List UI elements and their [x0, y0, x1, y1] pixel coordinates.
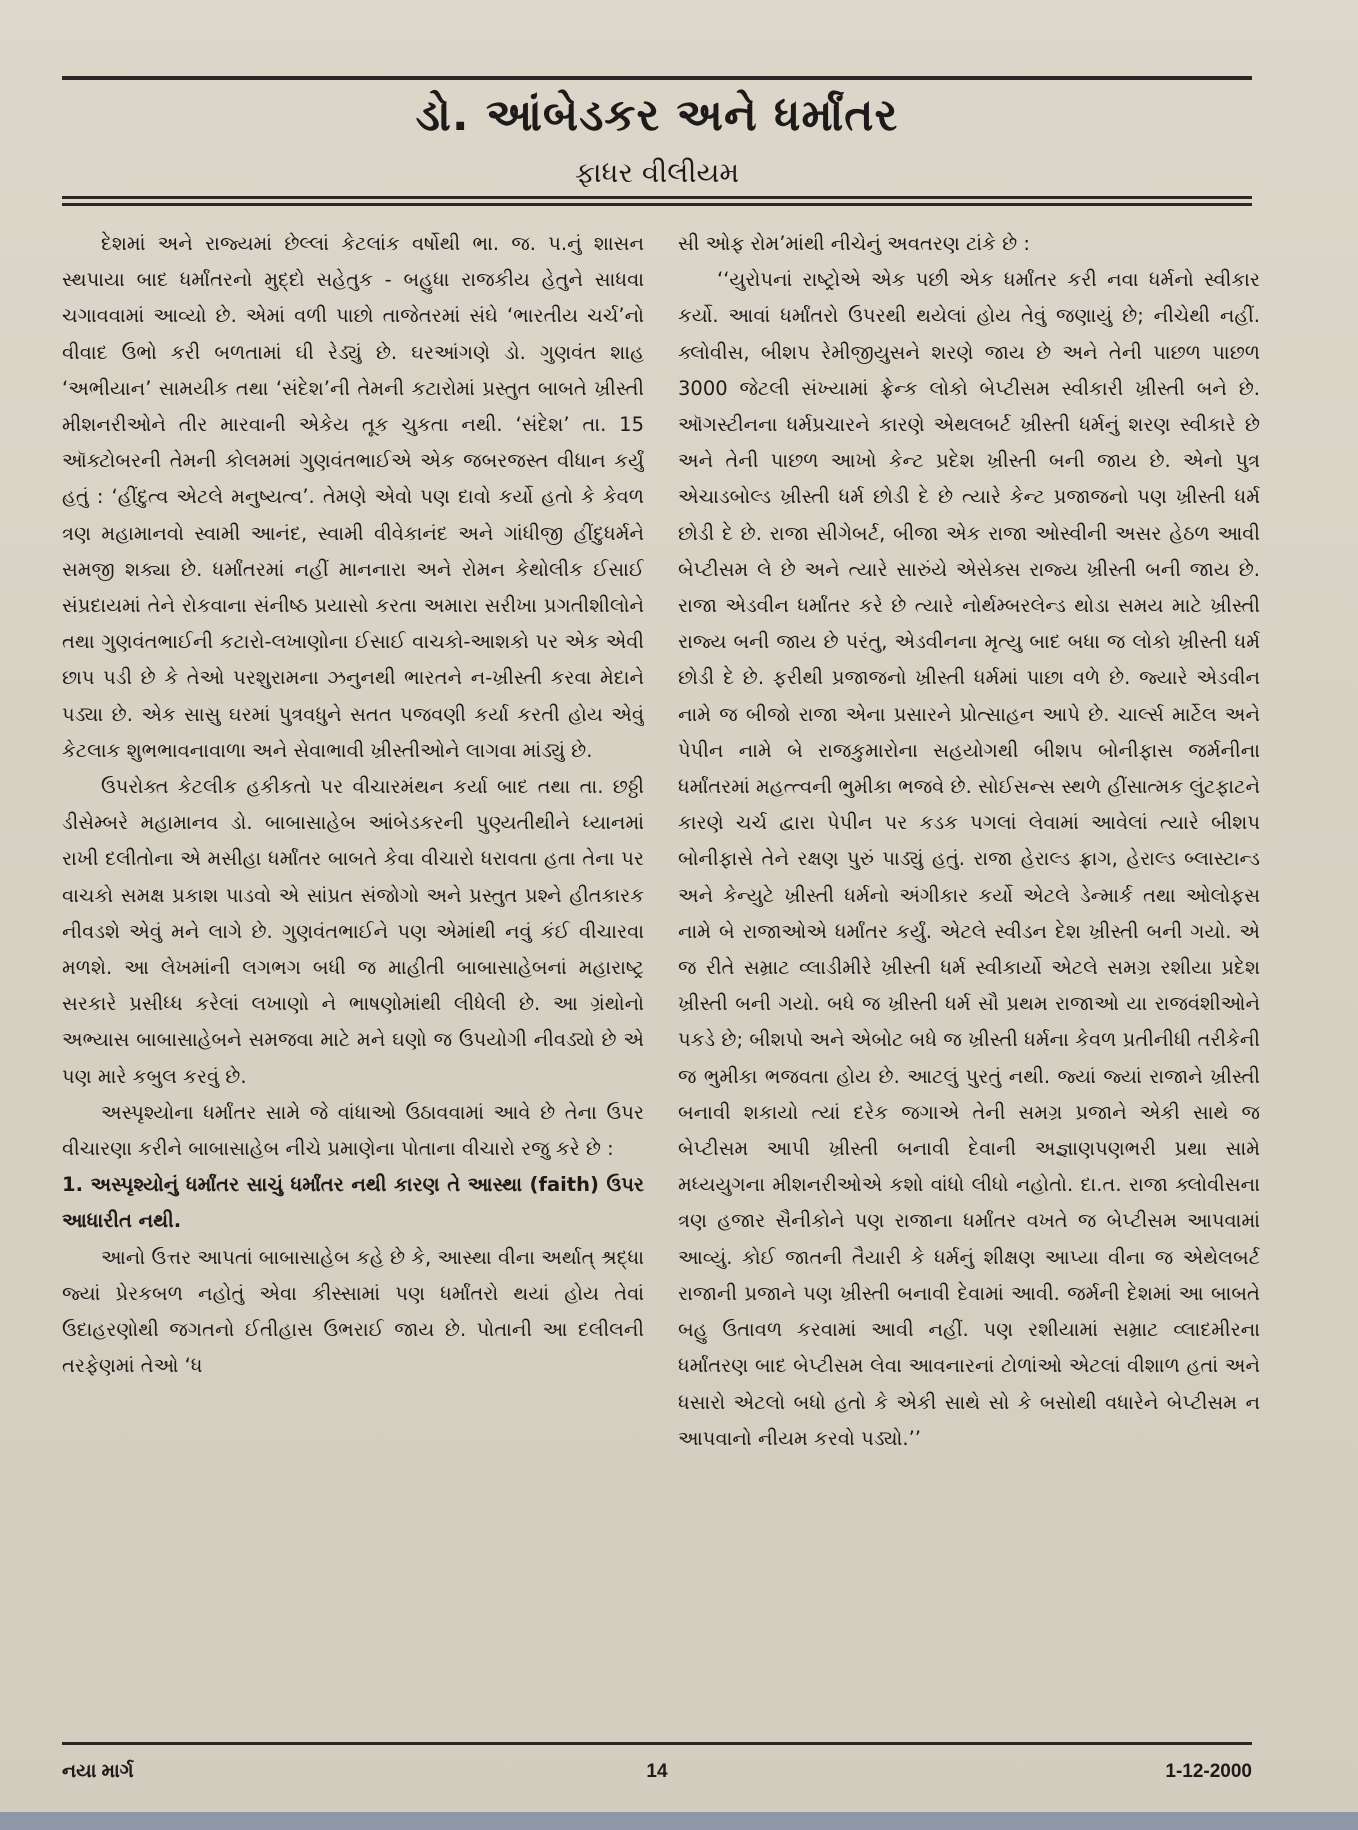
page-footer	[62, 1752, 1252, 1792]
right-paragraph-1: સી ઓફ રોમ’માંથી નીચેનું અવતરણ ટાંકે છે :	[678, 232, 1030, 255]
issue-date: 1-12-2000	[1165, 1761, 1252, 1782]
footer-rule	[62, 1742, 1252, 1745]
header-rule-lower	[62, 203, 1252, 206]
publication-name: નયા માર્ગ	[62, 1761, 134, 1782]
left-paragraph-4: આનો ઉત્તર આપતાં બાબાસાહેબ કહે છે કે, આસ્થા વીના અર્થાત્ શ્રદ્ધા જ્યાં પ્રેરકબળ નહોતું એવા કીસ્સામાં પણ ધર્માંતરો થયાં હોય તેવાં ઉદાહરણોથી જગતનો ઈતીહાસ ઉભરાઈ જાય છે. પોતાની આ દલીલની તરફેણમાં તેઓ ‘ધ	[62, 1245, 644, 1378]
page-number: 14	[646, 1761, 668, 1782]
section-heading: 1. અસ્પૃશ્યોનું ધર્માંતર સાચું ધર્માંતર નથી કારણ તે આસ્થા (faith) ઉપર આધારીત નથી.	[62, 1173, 644, 1233]
header-rule-upper	[62, 196, 1252, 199]
article-author: ફાધર વીલીયમ	[574, 156, 740, 189]
right-column	[678, 226, 1260, 1731]
left-paragraph-1: દેશમાં અને રાજ્યમાં છેલ્લાં કેટલાંક વર્ષોથી ભા. જ. પ.નું શાસન સ્થપાયા બાદ ધર્માંતરનો મુદ્દો સહેતુક - બહુધા રાજકીય હેતુને સાધવા ચગાવવામાં આવ્યો છે. એમાં વળી પાછો તાજેતરમાં સંઘે ‘ભારતીય ચર્ચ’નો વીવાદ ઉભો કરી બળતામાં ઘી રેડ્યું છે. ઘરઆંગણે ડો. ગુણવંત શાહ ‘અભીયાન’ સામયીક તથા ‘સંદેશ’ની તેમની કટારોમાં પ્રસ્તુત બાબતે ખ્રીસ્તી મીશનરીઓને તીર મારવાની એકેય તૂક ચુકતા નથી. ‘સંદેશ’ તા. 15 ઑક્ટોબરની તેમની કોલમમાં ગુણવંતભાઈએ એક જબરજસ્ત વીધાન કર્યું હતું : ‘હીંદુત્વ એટલે મનુષ્યત્વ’. તેમણે એવો પણ દાવો કર્યો હતો કે કેવળ ત્રણ મહામાનવો સ્વામી આનંદ, સ્વામી વીવેકાનંદ અને ગાંધીજી હીંદુધર્મને સમજી શક્યા છે. ધર્માંતરમાં નહીં માનનારા અને રોમન કેથોલીક ઈસાઈ સંપ્રદાયમાં તેને રોકવાના સંનીષ્ઠ પ્રયાસો કરતા અમારા સરીખા પ્રગતીશીલોને તથા ગુણવંતભાઈની કટારો-લખાણોના ઈસાઈ વાચકો-આશકો પર એક એવી છાપ પડી છે કે તેઓ પરશુરામના ઝનુનથી ભારતને ન-ખ્રીસ્તી કરવા મેદાને પડ્યા છે. એક સાસુ ઘરમાં પુત્રવધુને સતત પજવણી કર્યા કરતી હોય એવું કેટલાક શુભભાવનાવાળા અને સેવાભાવી ખ્રીસ્તીઓને લાગવા માંડ્યું છે.	[62, 232, 644, 762]
right-quote-paragraph: ‘‘યુરોપનાં રાષ્ટ્રોએ એક પછી એક ધર્માંતર કરી નવા ધર્મનો સ્વીકાર કર્યો. આવાં ધર્માંતરો ઉપરથી થયેલાં હોય તેવું જણાયું છે; નીચેથી નહીં. ક્લોવીસ, બીશપ રેમીજીયુસને શરણે જાય છે અને તેની પાછળ પાછળ 3000 જેટલી સંખ્યામાં ફ્રેન્ક લોકો બેપ્ટીસમ સ્વીકારી ખ્રીસ્તી બને છે. ઑગસ્ટીનના ધર્મપ્રચારને કારણે એથલબર્ટ ખ્રીસ્તી ધર્મનું શરણ સ્વીકારે છે અને તેની પાછળ આખો કેન્ટ પ્રદેશ ખ્રીસ્તી બની જાય છે. એનો પુત્ર એચાડબોલ્ડ ખ્રીસ્તી ધર્મ છોડી દે છે ત્યારે કેન્ટ પ્રજાજનો પણ ખ્રીસ્તી ધર્મ છોડી દે છે. રાજા સીગેબર્ટ, બીજા એક રાજા ઓસ્વીની અસર હેઠળ આવી બેપ્ટીસમ લે છે અને ત્યારે સારુંયે એસેક્સ રાજ્ય ખ્રીસ્તી બની જાય છે. રાજા એડવીન ધર્માંતર કરે છે ત્યારે નોર્થમ્બરલેન્ડ થોડા સમય માટે ખ્રીસ્તી રાજ્ય બની જાય છે પરંતુ, એડવીનના મૃત્યુ બાદ બધા જ લોકો ખ્રીસ્તી ધર્મ છોડી દે છે. ફરીથી પ્રજાજનો ખ્રીસ્તી ધર્મમાં પાછા વળે છે. જ્યારે એડવીન નામે જ બીજો રાજા એના પ્રસારને પ્રોત્સાહન આપે છે. ચાર્લ્સ માર્ટેલ અને પેપીન નામે બે રાજકુમારોના સહયોગથી બીશપ બોનીફાસ જર્મનીના ધર્માંતરમાં મહત્ત્વની ભુમીકા ભજવે છે. સોઈસન્સ સ્થળે હીંસાત્મક લુંટફાટને કારણે ચર્ચ દ્વારા પેપીન પર કડક પગલાં લેવામાં આવેલાં ત્યારે બીશપ બોનીફાસે તેને રક્ષણ પુરું પાડ્યું હતું. રાજા હેરાલ્ડ ફ્રાગ, હેરાલ્ડ બ્લાસ્ટાન્ડ અને કેન્યુટે ખ્રીસ્તી ધર્મનો અંગીકાર કર્યો એટલે ડેન્માર્ક તથા ઓલોફસ નામે બે રાજાઓએ ધર્માંતર કર્યું. એટલે સ્વીડન દેશ ખ્રીસ્તી બની ગયો. એ જ રીતે સમ્રાટ વ્લાડીમીરે ખ્રીસ્તી ધર્મ સ્વીકાર્યો એટલે સમગ્ર રશીયા પ્રદેશ ખ્રીસ્તી બની ગયો. બધે જ ખ્રીસ્તી ધર્મ સૌ પ્રથમ રાજાઓ યા રાજવંશીઓને પકડે છે; બીશપો અને એબોટ બધે જ ખ્રીસ્તી ધર્મના કેવળ પ્રતીનીધી તરીકેની જ ભુમીકા ભજવતા હોય છે. આટલું પુરતું નથી. જ્યાં જ્યાં રાજાને ખ્રીસ્તી બનાવી શકાયો ત્યાં દરેક જગાએ તેની સમગ્ર પ્રજાને એકી સાથે જ બેપ્ટીસમ આપી ખ્રીસ્તી બનાવી દેવાની અજ્ઞાણપણભરી પ્રથા સામે મધ્યયુગના મીશનરીઓએ કશો વાંધો લીધો નહોતો. દા.ત. રાજા ક્લોવીસના ત્રણ હજાર સૈનીકોને પણ રાજાના ધર્માંતર વખતે જ બેપ્ટીસમ આપવામાં આવ્યું. કોઈ જાતની તૈયારી કે ધર્મનું શીક્ષણ આપ્યા વીના જ એથેલબર્ટ રાજાની પ્રજાને પણ ખ્રીસ્તી બનાવી દેવામાં આવી. જર્મની દેશમાં આ બાબતે બહુ ઉતાવળ કરવામાં આવી નહીં. પણ રશીયામાં સમ્રાટ વ્લાદમીરના ધર્માંતરણ બાદ બેપ્ટીસમ લેવા આવનારનાં ટોળાંઓ એટલાં વીશાળ હતાં અને ધસારો એટલો બધો હતો કે એકી સાથે સો કે બસોથી વધારેને બેપ્ટીસમ ન આપવાનો નીયમ કરવો પડ્યો.’’	[678, 268, 1260, 1450]
top-rule	[62, 76, 1252, 80]
left-paragraph-2: ઉપરોક્ત કેટલીક હકીકતો પર વીચારમંથન કર્યા બાદ તથા તા. છઠ્ઠી ડીસેમ્બરે મહામાનવ ડો. બાબાસાહેબ આંબેડકરની પુણ્યતીથીને ધ્યાનમાં રાખી દલીતોના એ મસીહા ધર્માંતર બાબતે કેવા વીચારો ધરાવતા હતા તેના પર વાચકો સમક્ષ પ્રકાશ પાડવો એ સાંપ્રત સંજોગો અને પ્રસ્તુત પ્રશ્ને હીતકારક નીવડશે એવું મને લાગે છે. ગુણવંતભાઈને પણ એમાંથી નવું કંઈ વીચારવા મળશે. આ લેખમાંની લગભગ બધી જ માહીતી બાબાસાહેબનાં મહારાષ્ટ્ર સરકારે પ્રસીધ્ધ કરેલાં લખાણો ને ભાષણોમાંથી લીધેલી છે. આ ગ્રંથોનો અભ્યાસ બાબાસાહેબને સમજવા માટે મને ઘણો જ ઉપયોગી નીવડ્યો છે એ પણ મારે કબુલ કરવું છે.	[62, 775, 644, 1088]
article-title: ડો. આંબેડકર અને ધર્માંતર	[415, 90, 899, 141]
left-column	[62, 226, 644, 1731]
left-paragraph-3: અસ્પૃશ્યોના ધર્માંતર સામે જે વાંધાઓ ઉઠાવવામાં આવે છે તેના ઉપર વીચારણા કરીને બાબાસાહેબ નીચે પ્રમાણેના પોતાના વીચારો રજુ કરે છે :	[62, 1100, 644, 1161]
scan-bottom-edge	[0, 1812, 1358, 1830]
